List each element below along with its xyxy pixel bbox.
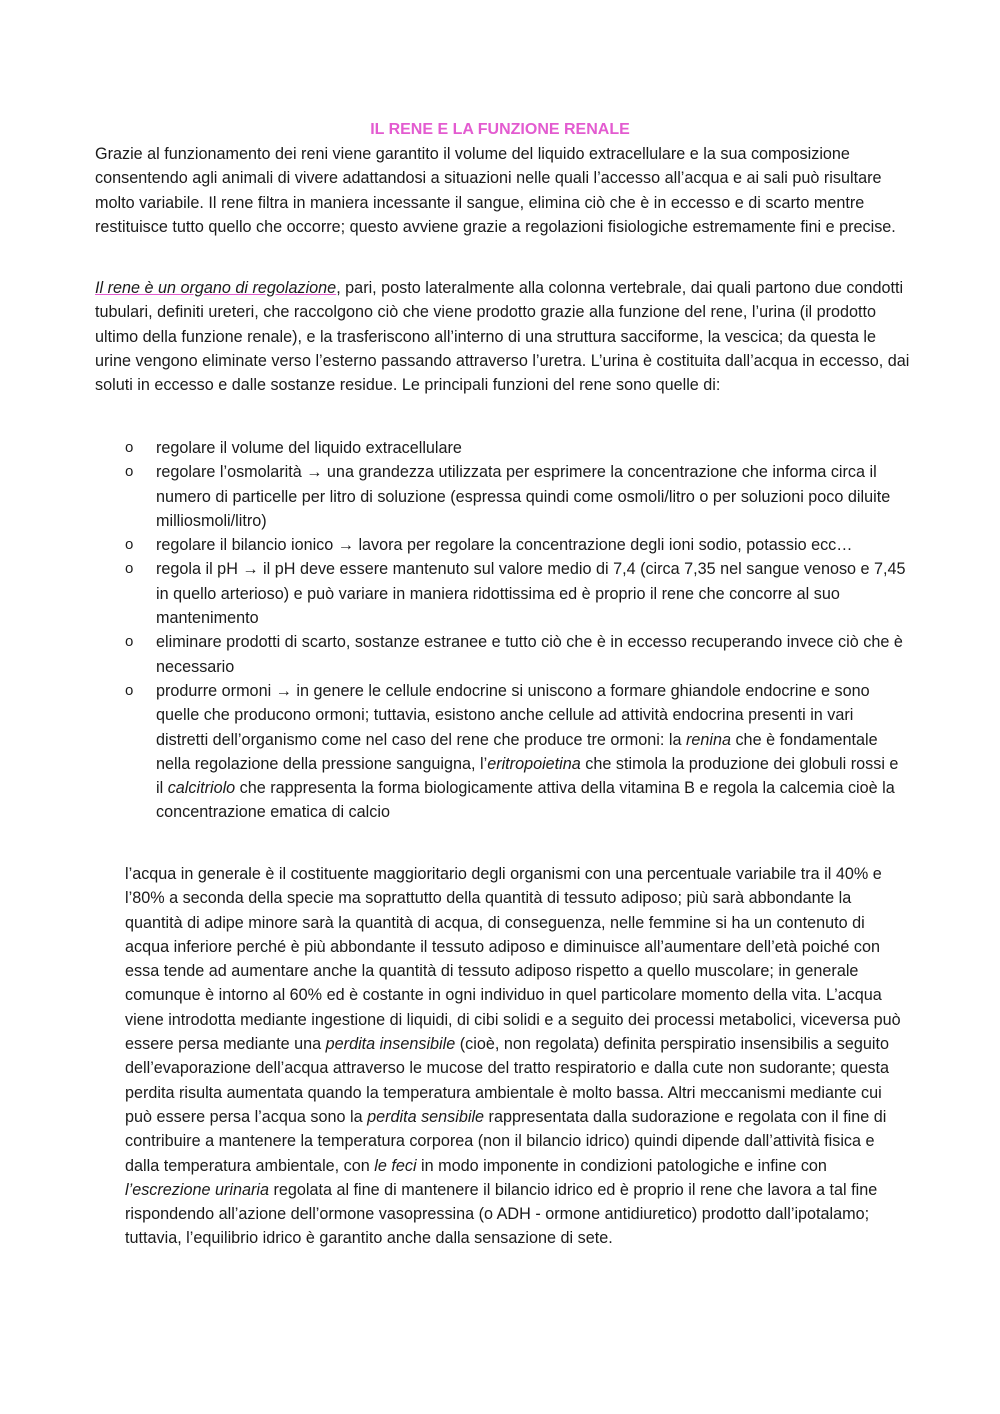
bullet-icon: o	[125, 560, 134, 578]
list-item: o regolare il volume del liquido extracellulare	[95, 436, 910, 460]
kidney-functions-list	[95, 436, 910, 825]
hormone-renin: renina	[685, 730, 731, 749]
list-item: o produrre ormoni → in genere le cellule endocrine si uniscono a formare ghiandole endocrine e sono quelle che producono ormoni; tuttavia, esistono anche cellule ad attività endocrina presenti in vari distretti dell’organismo come nel caso del rene che produce tre ormoni: la renina che è fondamentale nella regolazione della pressione sanguigna, l’eritropoietina che stimola la produzione dei globuli rossi e il calcitriolo che rappresenta la forma biologicamente attiva della vitamina B e regola la calcemia cioè la concentrazione ematica di calcio	[95, 679, 910, 825]
intro-paragraph: Grazie al funzionamento dei reni viene garantito il volume del liquido extracellulare e la sua composizione consentendo agli animali di vivere adattandosi a situazioni nelle quali l’accesso all’acqua e ai sali può risultare molto variabile. Il rene filtra in maniera incessante il sangue, elimina ciò che è in eccesso e di scarto mentre restituisce tutto quello che occorre; questo avviene grazie a regolazioni fisiologiche estremamente fini e precise.	[95, 145, 896, 236]
list-item: o eliminare prodotti di scarto, sostanze estranee e tutto ciò che è in eccesso recuperando invece ciò che è necessario	[95, 630, 910, 679]
bullet-icon: o	[125, 463, 134, 481]
kidney-definition-emphasis: Il rene è un organo di regolazione	[95, 279, 337, 297]
bullet-icon: o	[125, 681, 134, 699]
term-escrezione-urinaria: l’escrezione urinaria	[125, 1180, 269, 1199]
list-item: o regola il pH → il pH deve essere mantenuto sul valore medio di 7,4 (circa 7,35 nel sangue venoso e 7,45 in quello arterioso) e può variare in maniera ridottissima ed è proprio il rene che concorre al suo mantenimento	[95, 557, 910, 630]
term-feci: le feci	[374, 1156, 417, 1175]
kidney-description-paragraph	[95, 276, 910, 397]
bullet-icon: o	[125, 536, 134, 554]
kidney-description-text: , pari, posto lateralmente alla colonna vertebrale, dai quali partono due condotti tubulari, definiti ureteri, che raccolgono ciò che viene prodotto grazie alla funzione del rene, l’urina (il prodotto ultimo della funzione renale), e la trasferiscono all’interno di una struttura sacciforme, la vescica; da questa le urine vengono eliminate verso l’esterno passando attraverso l’uretra. L’urina è costituita dall’acqua in eccesso, dai soluti in eccesso e dalle sostanze residue. Le principali funzioni del rene sono quelle di:	[95, 279, 910, 395]
bullet-icon: o	[125, 633, 134, 651]
document-title: IL RENE E LA FUNZIONE RENALE	[370, 121, 630, 138]
bullet-icon: o	[125, 439, 134, 456]
list-item: o regolare l’osmolarità → una grandezza utilizzata per esprimere la concentrazione che informa circa il numero di particelle per litro di soluzione (espressa quindi come osmoli/litro o per soluzioni poco diluite milliosmoli/litro)	[95, 460, 910, 533]
hormone-calcitriol: calcitriolo	[167, 779, 236, 798]
hormone-erythropoietin: eritropoietina	[487, 754, 581, 773]
water-balance-paragraph: l’acqua in generale è il costituente maggioritario degli organismi con una percentuale variabile tra il 40% e l’80% a seconda della specie ma soprattutto della quantità di tessuto adiposo; più sarà abbondante la quantità di adipe minore sarà la quantità di acqua, di conseguenza, nelle femmine si ha un contenuto di acqua inferiore perché è più abbondante il tessuto adiposo e diminuisce all’aumentare dell’età poiché con essa tende ad aumentare anche la quantità di tessuto adiposo rispetto a quello muscolare; in generale comunque è intorno al 60% ed è costante in ogni individuo in quel particolare momento della vita. L’acqua viene introdotta mediante ingestione di liquidi, di cibi solidi e a seguito dei processi metabolici, viceversa può essere persa mediante una perdita insensibile (cioè, non regolata) definita perspiratio insensibilis a seguito dell’evaporazione dell’acqua attraverso le mucose del tratto respiratorio e dalla cute non sudorante; questa perdita risulta aumentata quando la temperatura ambientale è molto bassa. Altri meccanismi mediante cui può essere persa l’acqua sono la perdita sensibile rappresentata dalla sudorazione e regolata con il fine di contribuire a mantenere la temperatura corporea (non il bilancio idrico) quindi dipende dall’attività fisica e dalla temperatura ambientale, con le feci in modo imponente in condizioni patologiche e infine con l’escrezione urinaria regolata al fine di mantenere il bilancio idrico ed è proprio il rene che lavora a tal fine rispondendo all’azione dell’ormone vasopressina (o ADH - ormone antidiuretico) prodotto dall’ipotalamo; tuttavia, l’equilibrio idrico è garantito anche dalla sensazione di sete.	[125, 865, 901, 1248]
term-perdita-sensibile: perdita sensibile	[367, 1107, 485, 1126]
list-item: o regolare il bilancio ionico → lavora per regolare la concentrazione degli ioni sodio, potassio ecc…	[95, 533, 910, 557]
term-perdita-insensibile: perdita insensibile	[325, 1035, 456, 1054]
